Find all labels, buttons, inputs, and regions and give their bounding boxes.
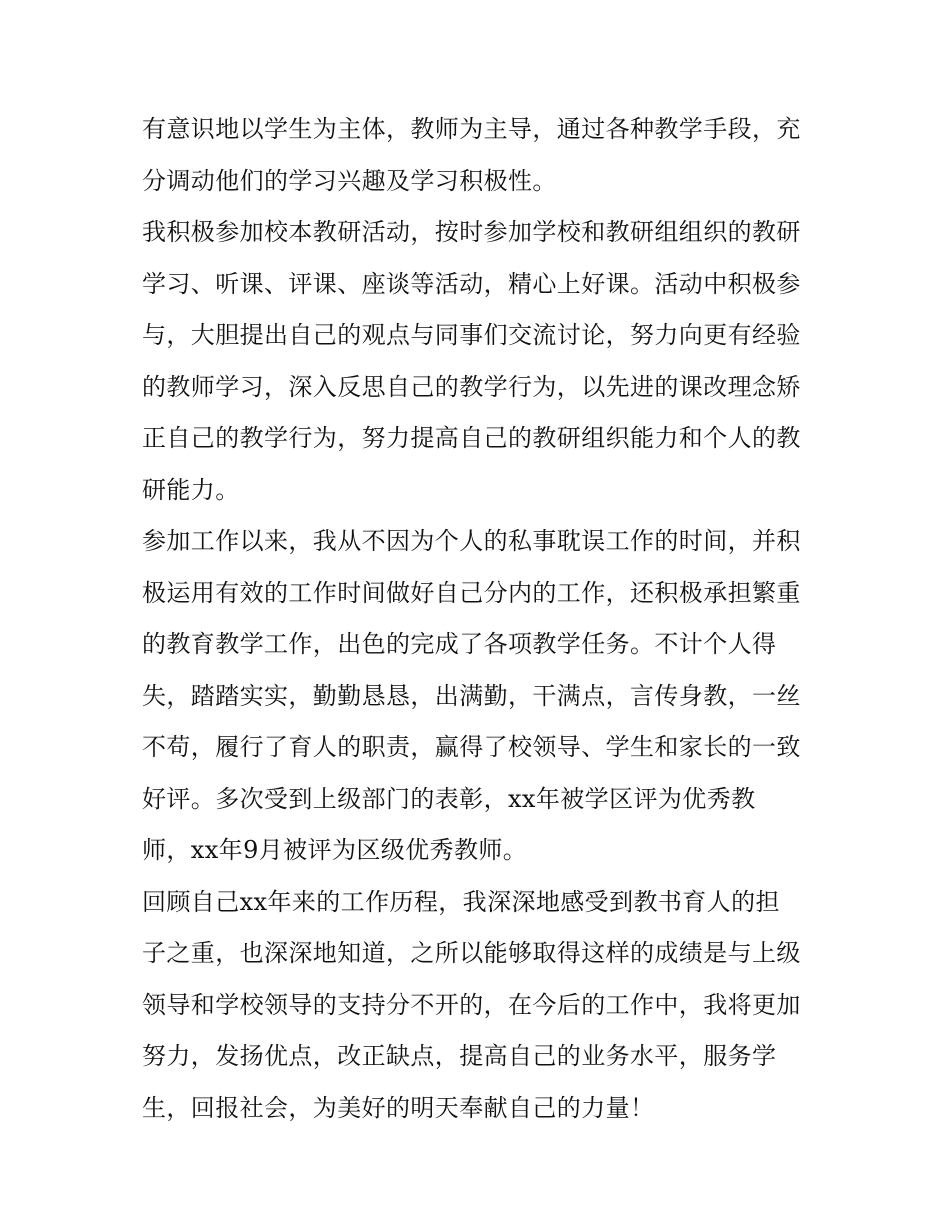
text-line: 极运用有效的工作时间做好自己分内的工作，还积极承担繁重	[142, 578, 801, 607]
text-line: 子之重，也深深地知道，之所以能够取得这样的成绩是与上级	[142, 939, 801, 967]
text-line: 研能力。	[142, 475, 240, 504]
text-line: 好评。多次受到上级部门的表彰，xx年被学区评为优秀教	[142, 784, 756, 813]
text-line: 回顾自己xx年来的工作历程，我深深地感受到教书育人的担	[142, 887, 780, 916]
text-line: 学习、听课、评课、座谈等活动，精心上好课。活动中积极参	[142, 269, 801, 298]
text-line: 不苟，履行了育人的职责，赢得了校领导、学生和家长的一致	[142, 733, 801, 761]
paragraph-2	[142, 207, 822, 516]
text-line: 的教师学习，深入反思自己的教学行为，以先进的课改理念矫	[142, 372, 801, 401]
paragraph-4	[142, 877, 822, 1135]
paragraph-1	[142, 104, 822, 207]
text-line: 的教育教学工作，出色的完成了各项教学任务。不计个人得	[142, 630, 777, 658]
text-line: 正自己的教学行为，努力提高自己的教研组织能力和个人的教	[142, 424, 801, 452]
text-line: 有意识地以学生为主体，教师为主导，通过各种教学手段，充	[142, 115, 801, 143]
text-line: 我积极参加校本教研活动，按时参加学校和教研组组织的教研	[142, 218, 801, 246]
text-line: 领导和学校领导的支持分不开的，在今后的工作中，我将更加	[142, 990, 801, 1019]
text-line: 与，大胆提出自己的观点与同事们交流讨论，努力向更有经验	[142, 321, 801, 349]
text-line: 失，踏踏实实，勤勤恳恳，出满勤，干满点，言传身教，一丝	[142, 681, 801, 710]
text-line: 努力，发扬优点，改正缺点，提高自己的业务水平，服务学	[142, 1042, 777, 1070]
paragraph-3	[142, 516, 822, 877]
text-line: 分调动他们的学习兴趣及学习积极性。	[142, 166, 557, 195]
document-body	[142, 104, 822, 1134]
text-line: 参加工作以来，我从不因为个人的私事耽误工作的时间，并积	[142, 527, 801, 555]
text-line: 生，回报社会，为美好的明天奉献自己的力量！	[142, 1093, 655, 1122]
text-line: 师，xx年9月被评为区级优秀教师。	[142, 836, 528, 864]
